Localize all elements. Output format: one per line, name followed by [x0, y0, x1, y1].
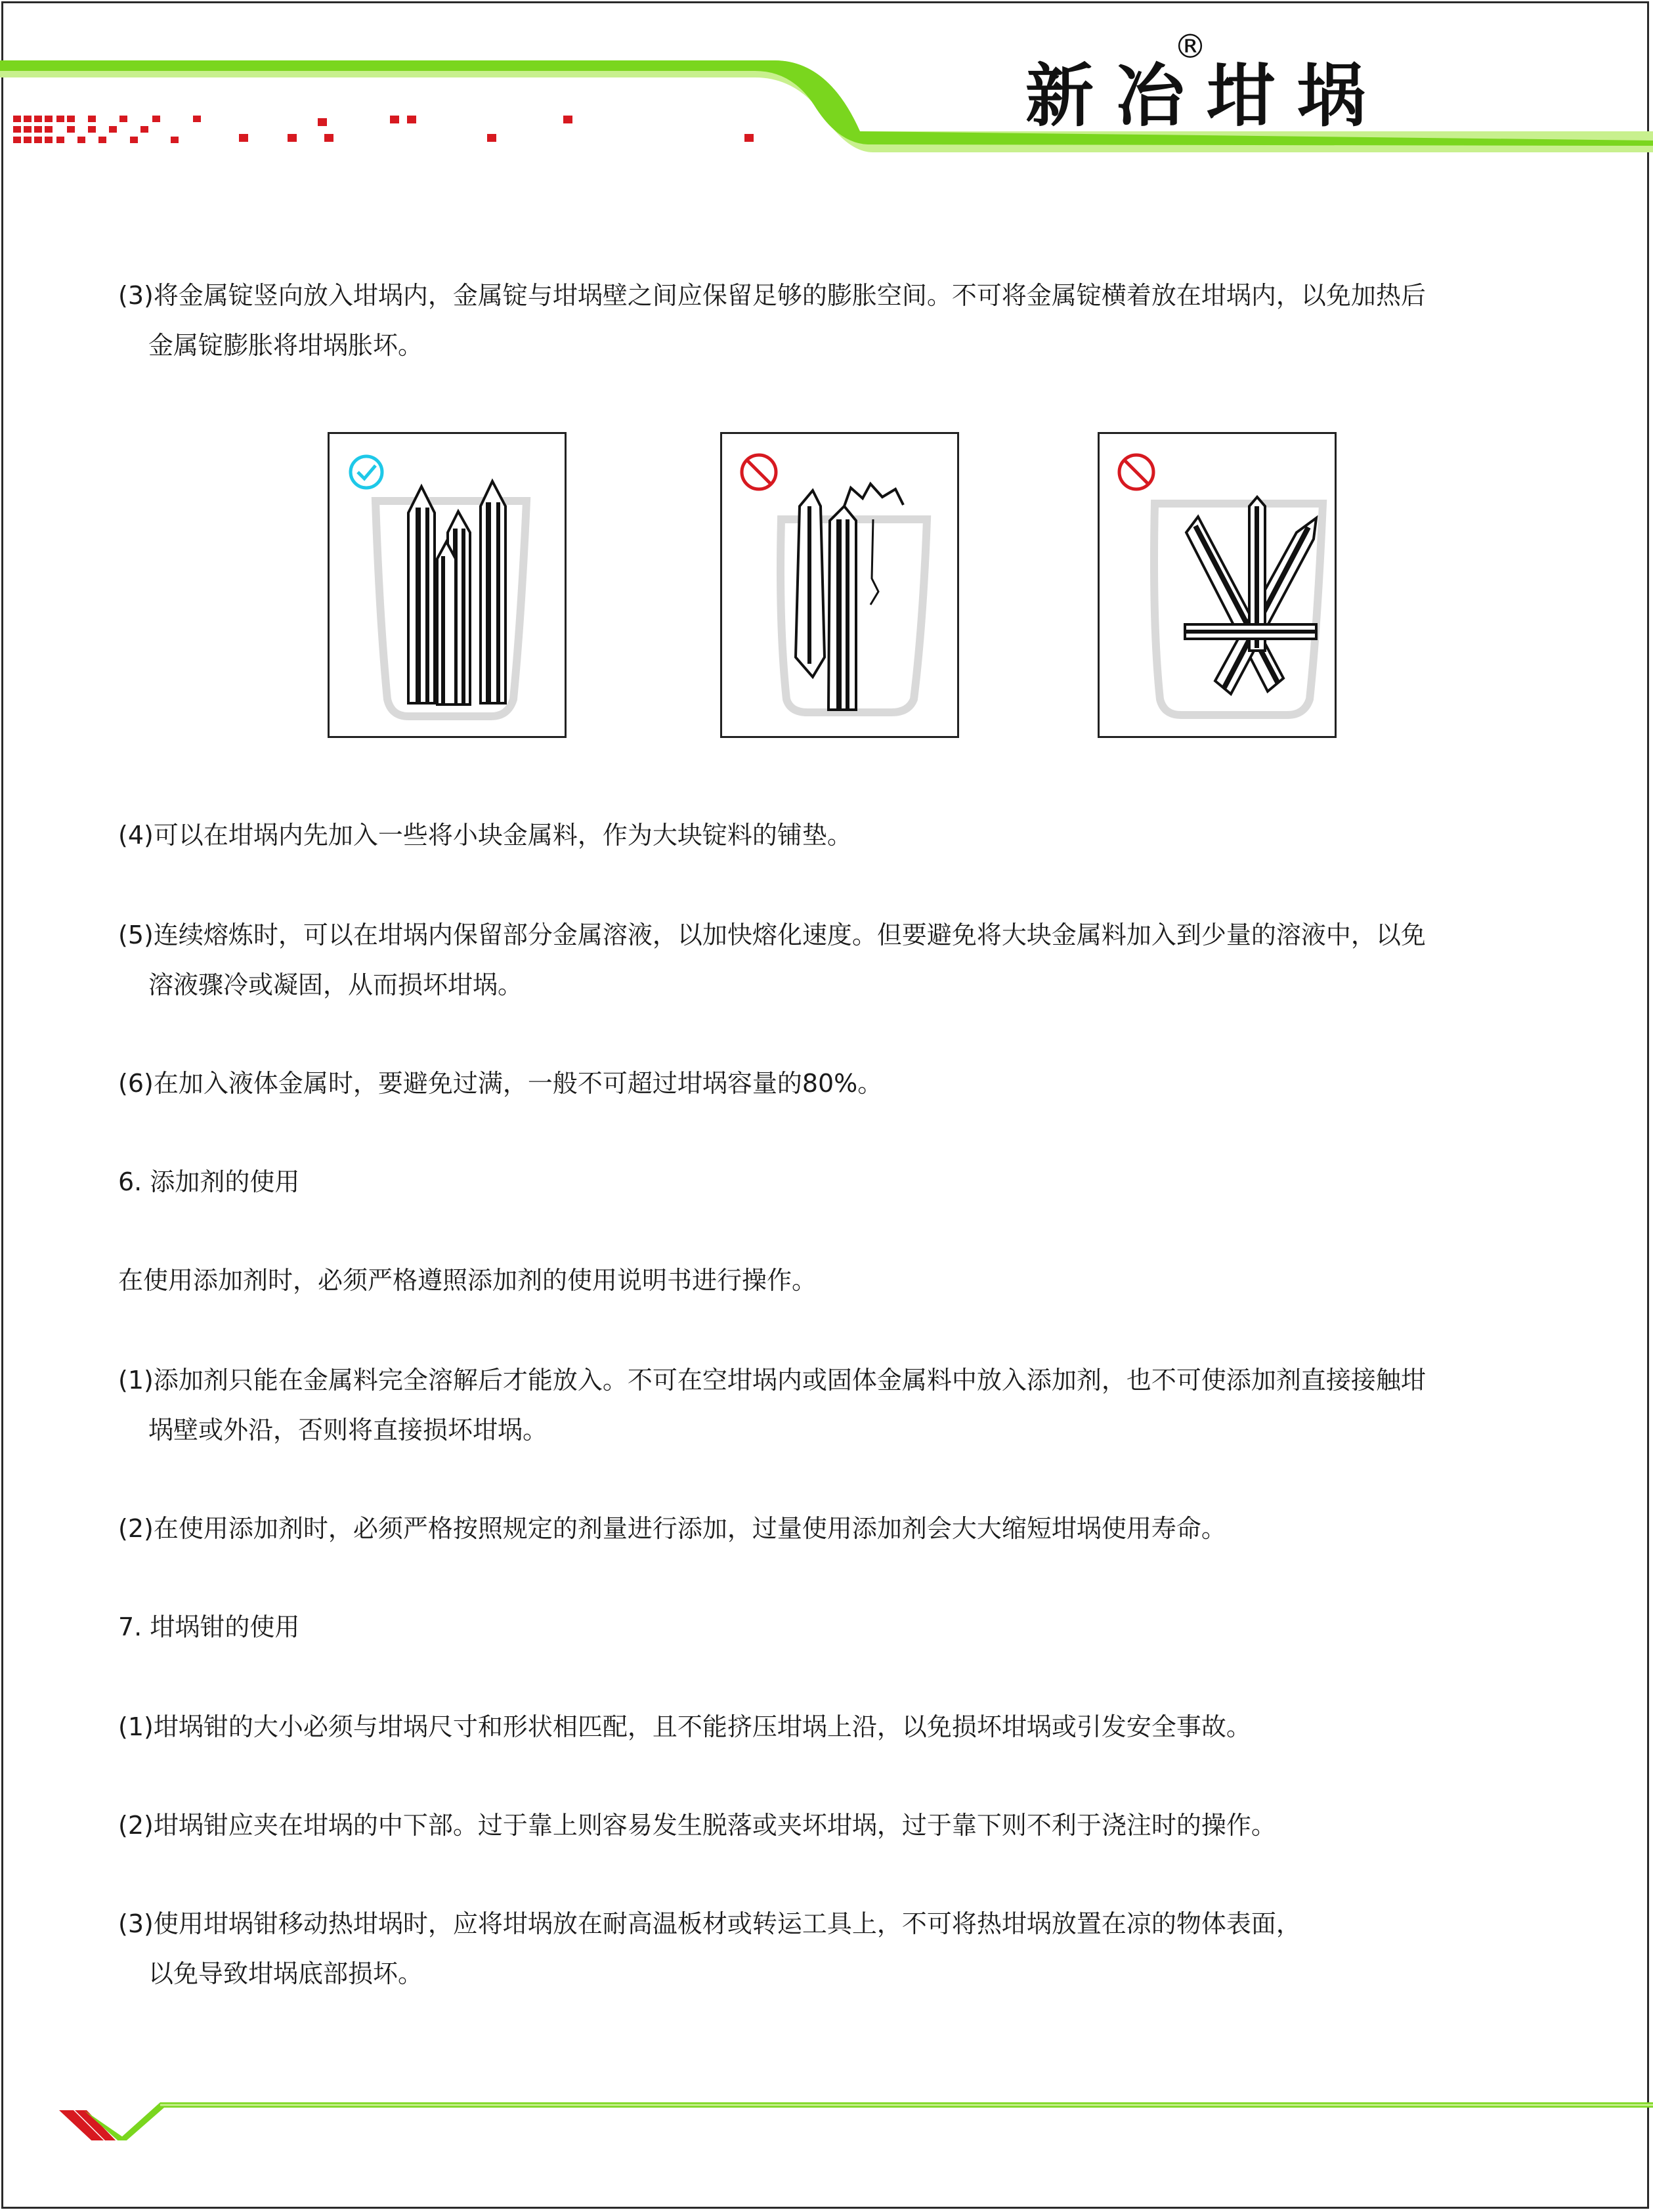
paragraph-line: 以免导致坩埚底部损坏。: [148, 1959, 423, 1988]
section6-intro: 在使用添加剂时，必须严格遵照添加剂的使用说明书进行操作。: [118, 1266, 817, 1295]
registered-mark: ®: [1174, 28, 1207, 66]
footer-decoration: [0, 2088, 1653, 2140]
check-icon: [351, 456, 382, 488]
paragraph-item4: (4)可以在坩埚内先加入一些将小块金属料，作为大块锭料的铺垫。: [118, 821, 852, 850]
ingot-vertical: [408, 481, 505, 705]
illustration-wrong-2: [1098, 432, 1337, 738]
paragraph-line: (1)添加剂只能在金属料完全溶解后才能放入。不可在空坩埚内或固体金属料中放入添加剂，也不可使添加剂直接接触坩: [118, 1366, 1426, 1395]
ingot-crossed: [1185, 497, 1316, 694]
paragraph-line: 溶液骤冷或凝固，从而损坏坩埚。: [148, 970, 523, 999]
paragraph-line: (3)将金属锭竖向放入坩埚内，金属锭与坩埚壁之间应保留足够的膨胀空间。不可将金属锭横着放在坩埚内，以免加热后: [118, 281, 1426, 310]
prohibited-icon: [742, 455, 776, 489]
section6-item2: (2)在使用添加剂时，必须严格按照规定的剂量进行添加，过量使用添加剂会大大缩短坩埚使用寿命。: [118, 1514, 1226, 1543]
red-pixel-pattern: [13, 116, 754, 143]
prohibited-icon: [1119, 455, 1153, 489]
paragraph-line: 埚壁或外沿，否则将直接损坏坩埚。: [148, 1416, 548, 1444]
paragraph-line: (3)使用坩埚钳移动热坩埚时，应将坩埚放在耐高温板材或转运工具上，不可将热坩埚放置在凉的物体表面，: [118, 1909, 1301, 1938]
header-decoration: [0, 0, 1653, 158]
paragraph-line: (5)连续熔炼时，可以在坩埚内保留部分金属溶液，以加快熔化速度。但要避免将大块金属料加入到少量的溶液中，以免: [118, 921, 1426, 949]
illustration-correct: [328, 432, 567, 738]
brand-title: 新冶坩埚: [1025, 56, 1388, 136]
section7-item2: (2)坩埚钳应夹在坩埚的中下部。过于靠上则容易发生脱落或夹坏坩埚，过于靠下则不利于浇注时的操作。: [118, 1811, 1276, 1840]
section7-item3: [118, 1899, 1530, 1999]
paragraph-item3: [118, 271, 1530, 370]
section6-item1: [118, 1355, 1530, 1455]
illustration-wrong-1: [720, 432, 959, 738]
paragraph-item6: (6)在加入液体金属时，要避免过满，一般不可超过坩埚容量的80%。: [118, 1069, 883, 1098]
section7-heading: 7. 坩埚钳的使用: [118, 1613, 300, 1641]
paragraph-item5: [118, 910, 1530, 1010]
section7-item1: (1)坩埚钳的大小必须与坩埚尺寸和形状相匹配，且不能挤压坩埚上沿，以免损坏坩埚或引发安全事故。: [118, 1712, 1251, 1741]
paragraph-line: 金属锭膨胀将坩埚胀坏。: [148, 331, 423, 360]
section6-heading: 6. 添加剂的使用: [118, 1167, 300, 1196]
